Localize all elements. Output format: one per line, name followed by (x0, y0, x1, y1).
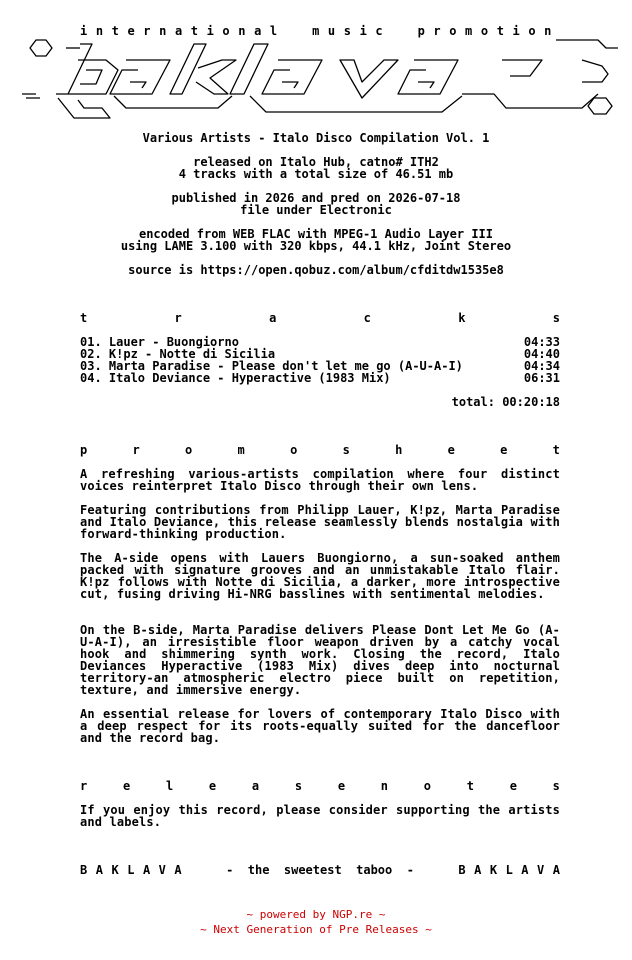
tracks-heading-letter: k (458, 311, 466, 325)
track-title: 02. K!pz - Notte di Sicilia (80, 347, 276, 361)
notes-heading-letter: e (208, 779, 217, 793)
signoff-left-letter: B (80, 863, 88, 877)
notes-heading-letter: e (509, 779, 517, 793)
promo-paragraph-3: The A-side opens with Lauers Buongiorno, a sun-soaked anthem packed with signature grooves and an unmistakable Italo flair. K!pz follows with Notte di Sicilia, a darker, more introspective cut, fusing driving Hi-NRG basslines with sentimental melodies. (80, 551, 560, 601)
signoff-right-letter: A (552, 863, 560, 877)
footer-powered-by: ~ powered by NGP.re ~ (246, 908, 386, 921)
release-size: 4 tracks with a total size of 46.51 mb (178, 167, 454, 181)
release-encoding: encoded from WEB FLAC with MPEG-1 Audio Layer III (138, 227, 493, 241)
notes-heading-letter: r (80, 779, 88, 793)
promo-heading-letter: r (132, 443, 140, 457)
signoff-right-letter: K (489, 863, 498, 877)
signoff-left-letter: K (111, 863, 119, 877)
notes-heading (80, 780, 560, 792)
notes-paragraph: If you enjoy this record, please consider supporting the artists and labels. (80, 803, 560, 829)
promo-heading-letter: h (395, 443, 403, 457)
tagline-word: international (80, 24, 286, 38)
promo-heading-letter: e (500, 443, 508, 457)
release-title: Various Artists - Italo Disco Compilation Vol. 1 (142, 131, 490, 145)
promo-heading-letter: p (80, 443, 88, 457)
signoff-left-letter: A (142, 863, 151, 877)
release-label: released on Italo Hub, catno# ITH2 (193, 155, 439, 169)
signoff-left-letter: L (127, 863, 135, 877)
release-published: published in 2026 and pred on 2026-07-18 (171, 191, 461, 205)
notes-heading-letter: n (380, 779, 389, 793)
signoff-left (80, 864, 182, 876)
promo-paragraph-4: On the B-side, Marta Paradise delivers Please Dont Let Me Go (A-U-A-I), an irresistible floor weapon driven by a catchy vocal hook and shimmering synth work. Closing the record, Italo Deviances Hyperactive (1983 Mix) dives deep into nocturnal territory-an atmospheric electro piece built on repetition, texture, and immersive energy. (80, 623, 560, 697)
notes-heading-letter: o (423, 779, 431, 793)
footer-tagline: ~ Next Generation of Pre Releases ~ (200, 923, 432, 936)
promo-paragraph-2: Featuring contributions from Philipp Lauer, K!pz, Marta Paradise and Italo Deviance, this release seamlessly blends nostalgia with forward-thinking production. (80, 503, 560, 541)
track-title: 03. Marta Paradise - Please don't let me go (A-U-A-I) (80, 359, 463, 373)
baklava-logo (22, 36, 622, 122)
tracks-heading-letter: t (80, 311, 88, 325)
promo-heading-letter: t (552, 443, 560, 457)
track-time: 04:33 (523, 335, 560, 349)
track-title: 04. Italo Deviance - Hyperactive (1983 Mix) (80, 371, 391, 385)
signoff-right-letter: A (521, 863, 529, 877)
notes-heading-letter: e (122, 779, 131, 793)
signoff-right-letter: B (458, 863, 466, 877)
promo-heading-letter: e (447, 443, 455, 457)
notes-heading-letter: a (251, 779, 260, 793)
signoff-right (458, 864, 560, 876)
signoff-line (80, 864, 560, 876)
signoff-right-letter: A (474, 863, 482, 877)
tracks-heading-letter: r (174, 311, 182, 325)
promo-heading (80, 444, 560, 456)
notes-heading-letter: l (165, 779, 174, 793)
tagline-word: music (312, 24, 392, 38)
promo-paragraph-1: A refreshing various-artists compilation where four distinct voices reinterpret Italo Disco through their own lens. (80, 467, 560, 493)
signoff-left-letter: A (174, 863, 182, 877)
tracks-total: total: 00:20:18 (451, 395, 560, 409)
track-title: 01. Lauer - Buongiorno (80, 335, 239, 349)
notes-heading-letter: s (552, 779, 560, 793)
track-time: 06:31 (523, 371, 560, 385)
signoff-right-letter: L (505, 863, 513, 877)
promo-heading-letter: m (237, 443, 245, 457)
tracks-heading-letter: c (363, 311, 371, 325)
notes-heading-letter: e (337, 779, 346, 793)
promo-heading-letter: o (185, 443, 193, 457)
track-row (80, 372, 560, 384)
notes-heading-letter: s (294, 779, 303, 793)
tracks-heading-letter: a (269, 311, 277, 325)
tracks-heading (80, 312, 560, 324)
tracks-heading-letter: s (552, 311, 560, 325)
track-time: 04:40 (523, 347, 560, 361)
tagline-word: promotion (417, 24, 560, 38)
release-encoder: using LAME 3.100 with 320 kbps, 44.1 kHz, Joint Stereo (120, 239, 512, 253)
promo-heading-letter: s (342, 443, 350, 457)
signoff-right-letter: V (537, 863, 545, 877)
signoff-left-letter: V (158, 863, 166, 877)
track-time: 04:34 (523, 359, 560, 373)
release-source: source is https://open.qobuz.com/album/cfditdw1535e8 (128, 263, 504, 277)
signoff-middle: - the sweetest taboo - (226, 863, 414, 877)
promo-heading-letter: o (290, 443, 298, 457)
promo-paragraph-5: An essential release for lovers of contemporary Italo Disco with a deep respect for its roots-equally suited for the dancefloor and the record bag. (80, 707, 560, 745)
notes-heading-letter: t (466, 779, 474, 793)
signoff-left-letter: A (95, 863, 103, 877)
release-genre: file under Electronic (240, 203, 392, 217)
